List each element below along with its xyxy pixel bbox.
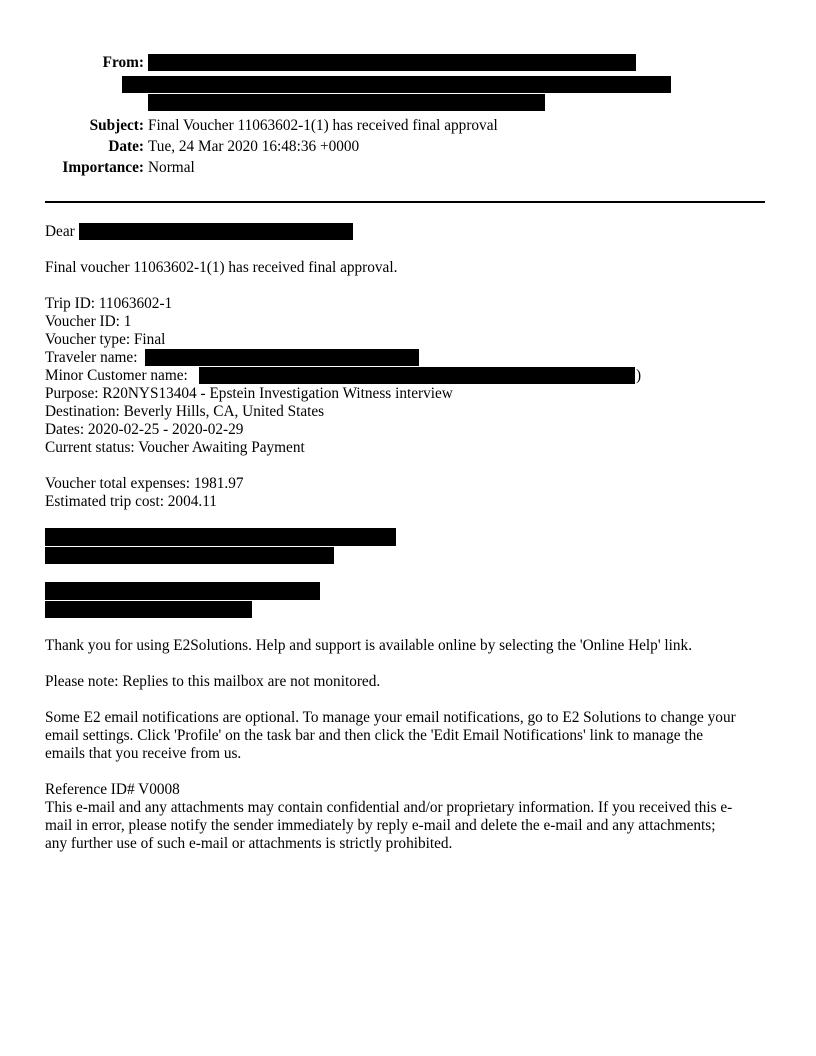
- date-row: [0, 137, 700, 157]
- from-label: From:: [102, 54, 144, 71]
- redacted-recipient: [79, 223, 353, 240]
- trip-id: Trip ID: 11063602-1: [45, 295, 173, 312]
- redacted-block: [45, 582, 320, 600]
- voucher-id: Voucher ID: 1: [45, 313, 132, 330]
- subject-label: Subject:: [89, 117, 144, 134]
- header-divider: [45, 201, 765, 203]
- destination: Destination: Beverly Hills, CA, United States: [45, 403, 325, 420]
- minor-customer-suffix: ): [636, 367, 642, 384]
- redacted-minor-customer: [199, 367, 635, 384]
- subject-row: [0, 116, 700, 136]
- redacted-sender: [148, 94, 545, 111]
- intro-text: Final voucher 11063602-1(1) has received final approval.: [45, 259, 398, 276]
- redacted-block: [45, 601, 252, 618]
- importance-row: [0, 158, 700, 178]
- date-label: Date:: [108, 138, 144, 155]
- redacted-traveler-name: [145, 349, 419, 366]
- importance-label: Importance:: [62, 159, 144, 176]
- current-status: Current status: Voucher Awaiting Payment: [45, 439, 305, 456]
- traveler-name-label: Traveler name:: [45, 349, 138, 366]
- thanks-text: Thank you for using E2Solutions. Help and support is available online by selecting the 'Online Help' link.: [45, 637, 693, 654]
- purpose: Purpose: R20NYS13404 - Epstein Investigation Witness interview: [45, 385, 453, 402]
- minor-customer-label: Minor Customer name:: [45, 367, 188, 384]
- voucher-type: Voucher type: Final: [45, 331, 166, 348]
- subject-value: Final Voucher 11063602-1(1) has received final approval: [148, 117, 498, 134]
- redacted-sender: [122, 76, 671, 93]
- greeting: Dear: [45, 223, 75, 240]
- notifications-text: Some E2 email notifications are optional. To manage your email notifications, go to E2 Solutions to change your: [45, 709, 736, 726]
- importance-value: Normal: [148, 159, 195, 176]
- date-value: Tue, 24 Mar 2020 16:48:36 +0000: [148, 138, 360, 155]
- notifications-text: email settings. Click 'Profile' on the task bar and then click the 'Edit Email Notifications' link to manage the: [45, 727, 704, 744]
- redacted-block: [45, 528, 396, 546]
- estimated-cost: Estimated trip cost: 2004.11: [45, 493, 217, 510]
- trip-dates: Dates: 2020-02-25 - 2020-02-29: [45, 421, 244, 438]
- disclaimer-text: This e-mail and any attachments may contain confidential and/or proprietary information. If you received this e-: [45, 799, 733, 816]
- voucher-total: Voucher total expenses: 1981.97: [45, 475, 244, 492]
- replies-note: Please note: Replies to this mailbox are not monitored.: [45, 673, 381, 690]
- reference-id: Reference ID# V0008: [45, 781, 180, 798]
- redacted-block: [45, 547, 334, 564]
- disclaimer-text: mail in error, please notify the sender immediately by reply e-mail and delete the e-mail and any attachments;: [45, 817, 716, 834]
- notifications-text: emails that you receive from us.: [45, 745, 242, 762]
- disclaimer-text: any further use of such e-mail or attachments is strictly prohibited.: [45, 835, 453, 852]
- redacted-sender: [148, 54, 636, 71]
